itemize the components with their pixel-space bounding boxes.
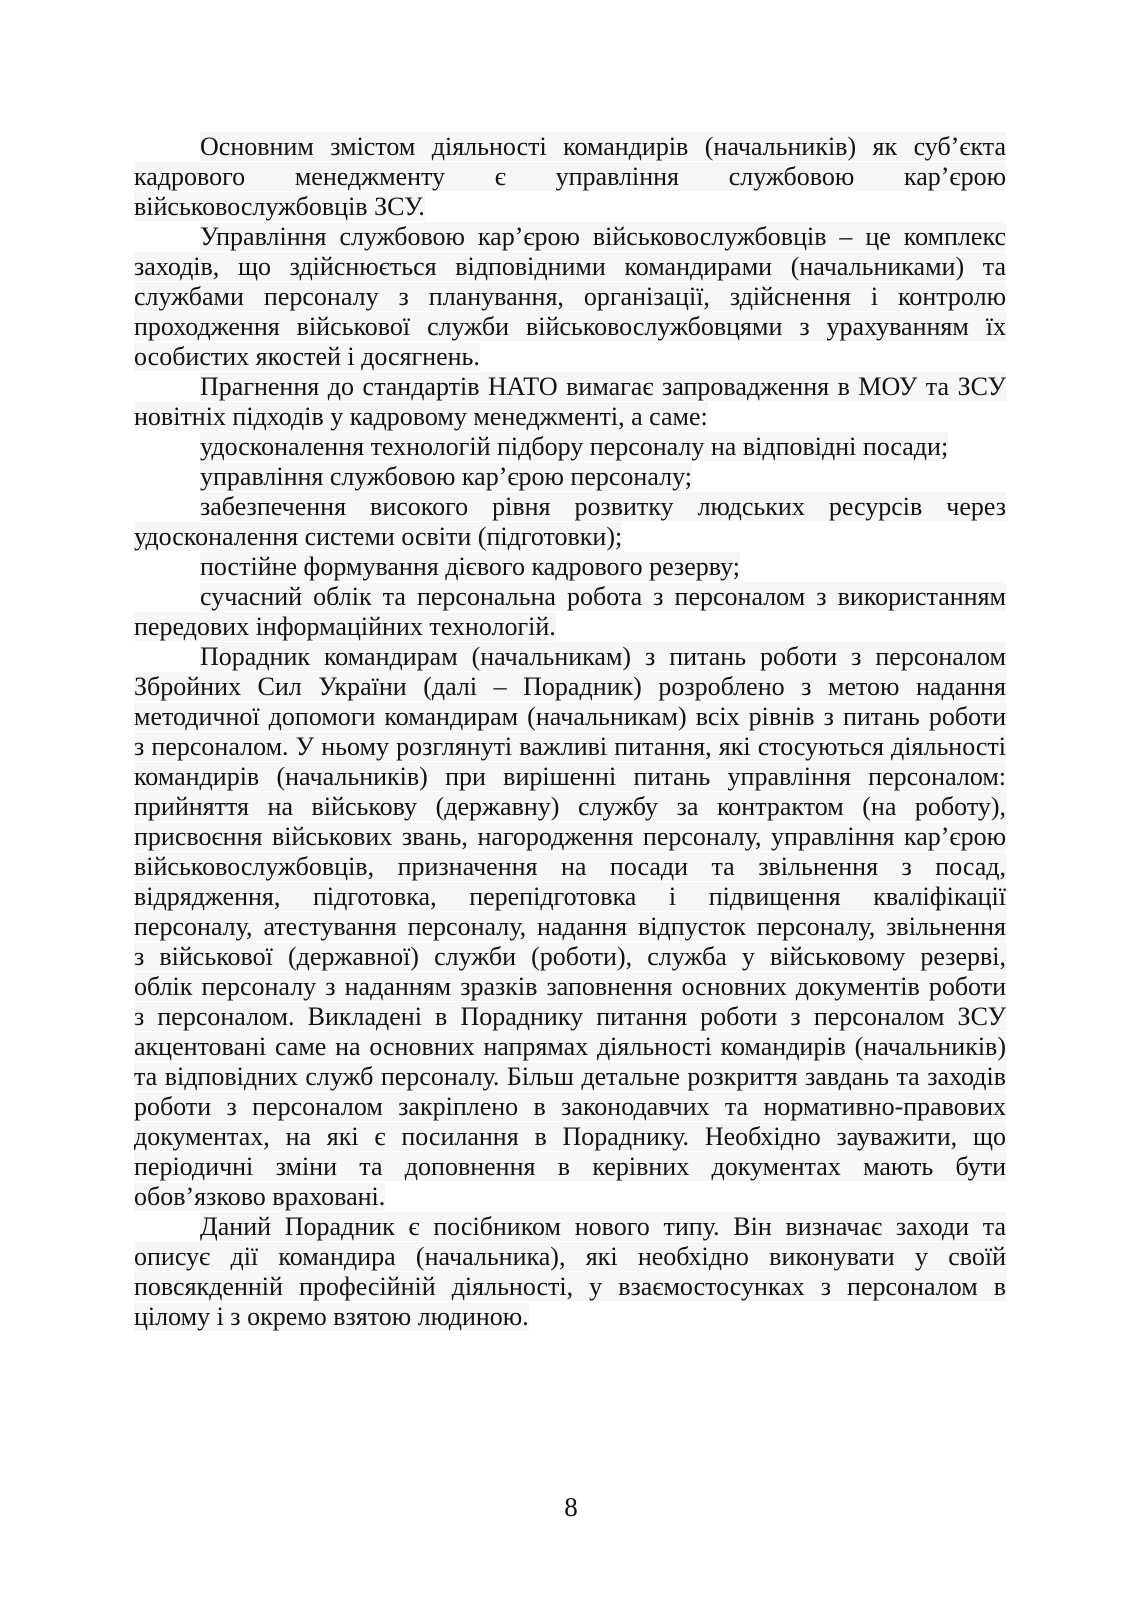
line-text: з персоналом. Викладені в Пораднику питання роботи з персоналом ЗСУ <box>134 1002 1006 1031</box>
text-line <box>134 882 1006 912</box>
paragraph <box>134 372 1006 432</box>
text-line <box>134 1302 1006 1332</box>
line-text: службами персоналу з планування, організації, здійснення і контролю <box>134 282 1006 311</box>
text-line <box>134 732 1006 762</box>
line-text: періодичні зміни та доповнення в керівних документах мають бути <box>134 1152 1006 1181</box>
line-text: документах, на які є посилання в Пораднику. Необхідно зауважити, що <box>134 1122 1006 1151</box>
line-text: постійне формування дієвого кадрового резерву; <box>200 552 741 581</box>
line-text: облік персоналу з наданням зразків заповнення основних документів роботи <box>134 972 1006 1001</box>
line-text: Даний Порадник є посібником нового типу. Він визначає заходи та <box>200 1212 1006 1241</box>
text-line <box>134 132 1006 162</box>
text-line <box>134 612 1006 642</box>
line-text: забезпечення високого рівня розвитку людських ресурсів через <box>200 492 1006 521</box>
text-line <box>134 282 1006 312</box>
text-line <box>134 1122 1006 1152</box>
line-text: Прагнення до стандартів НАТО вимагає запровадження в МОУ та ЗСУ <box>200 372 1006 401</box>
text-block <box>134 132 1006 1332</box>
text-line <box>134 702 1006 732</box>
text-line <box>134 552 1006 582</box>
line-text: командирів (начальників) при вирішенні питань управління персоналом: <box>134 762 1006 791</box>
line-text: акцентовані саме на основних напрямах діяльності командирів (начальників) <box>134 1032 1006 1061</box>
text-line <box>134 912 1006 942</box>
line-text: методичної допомоги командирам (начальникам) всіх рівнів з питань роботи <box>134 702 1006 731</box>
text-line <box>134 462 1006 492</box>
line-text: управління службовою кар’єрою персоналу; <box>200 462 692 491</box>
line-text: персоналу, атестування персоналу, надання відпусток персоналу, звільнення <box>134 912 1006 941</box>
text-line <box>134 852 1006 882</box>
line-text: та відповідних служб персоналу. Більш детальне розкриття завдань та заходів <box>134 1062 1006 1091</box>
paragraph <box>134 432 1006 462</box>
line-text: сучасний облік та персональна робота з персоналом з використанням <box>200 582 1006 611</box>
line-text: військовослужбовців, призначення на посади та звільнення з посад, <box>134 852 1006 881</box>
line-text: описує дії командира (начальника), які необхідно виконувати у своїй <box>134 1242 1006 1271</box>
line-text: відрядження, підготовка, перепідготовка і підвищення кваліфікації <box>134 882 1006 911</box>
text-line <box>134 522 1006 552</box>
line-text: роботи з персоналом закріплено в законодавчих та нормативно-правових <box>134 1092 1006 1121</box>
line-text: проходження військової служби військовослужбовцями з урахуванням їх <box>134 312 1006 341</box>
line-text: удосконалення технологій підбору персоналу на відповідні посади; <box>200 432 949 461</box>
text-line <box>134 1182 1006 1212</box>
line-text: прийняття на військову (державну) службу за контрактом (на роботу), <box>134 792 1006 821</box>
line-text: Управління службовою кар’єрою військовослужбовців – це комплекс <box>200 222 1006 251</box>
line-text: особистих якостей і досягнень. <box>134 342 480 371</box>
text-line <box>134 972 1006 1002</box>
line-text: заходів, що здійснюється відповідними командирами (начальниками) та <box>134 252 1006 281</box>
text-line <box>134 222 1006 252</box>
text-line <box>134 942 1006 972</box>
text-line <box>134 672 1006 702</box>
text-line <box>134 1212 1006 1242</box>
line-text: Збройних Сил України (далі – Порадник) розроблено з метою надання <box>134 672 1006 701</box>
line-text: з персоналом. У ньому розглянуті важливі питання, які стосуються діяльності <box>134 732 1006 761</box>
line-text: повсякденній професійній діяльності, у взаємостосунках з персоналом в <box>134 1272 1006 1301</box>
page-footer <box>0 1492 1142 1522</box>
text-line <box>134 1152 1006 1182</box>
text-line <box>134 312 1006 342</box>
paragraph <box>134 642 1006 1212</box>
text-line <box>134 162 1006 192</box>
paragraph <box>134 222 1006 372</box>
text-line <box>134 402 1006 432</box>
line-text: передових інформаційних технологій. <box>134 612 556 641</box>
line-text: з військової (державної) служби (роботи), служба у військовому резерві, <box>134 942 1006 971</box>
line-text: удосконалення системи освіти (підготовки); <box>134 522 623 551</box>
text-line <box>134 372 1006 402</box>
text-line <box>134 1062 1006 1092</box>
paragraph <box>134 582 1006 642</box>
text-line <box>134 1092 1006 1122</box>
text-line <box>134 252 1006 282</box>
paragraph <box>134 462 1006 492</box>
text-line <box>134 1272 1006 1302</box>
page-number: 8 <box>564 1492 578 1522</box>
line-text: Порадник командирам (начальникам) з питань роботи з персоналом <box>200 642 1006 671</box>
paragraph <box>134 1212 1006 1332</box>
text-line <box>134 792 1006 822</box>
line-text: новітніх підходів у кадровому менеджменті, а саме: <box>134 402 708 431</box>
text-line <box>134 642 1006 672</box>
text-line <box>134 492 1006 522</box>
text-line <box>134 1002 1006 1032</box>
text-line <box>134 192 1006 222</box>
line-text: присвоєння військових звань, нагородження персоналу, управління кар’єрою <box>134 822 1006 851</box>
paragraph <box>134 492 1006 552</box>
line-text: обов’язково враховані. <box>134 1182 386 1211</box>
text-line <box>134 582 1006 612</box>
text-line <box>134 342 1006 372</box>
text-line <box>134 762 1006 792</box>
line-text: кадрового менеджменту є управління службовою кар’єрою <box>134 162 1006 191</box>
paragraph <box>134 552 1006 582</box>
text-line <box>134 1032 1006 1062</box>
text-line <box>134 432 1006 462</box>
line-text: Основним змістом діяльності командирів (начальників) як суб’єкта <box>200 132 1006 161</box>
line-text: цілому і з окремо взятою людиною. <box>134 1302 529 1331</box>
text-line <box>134 822 1006 852</box>
text-line <box>134 1242 1006 1272</box>
paragraph <box>134 132 1006 222</box>
line-text: військовослужбовців ЗСУ. <box>134 192 425 221</box>
